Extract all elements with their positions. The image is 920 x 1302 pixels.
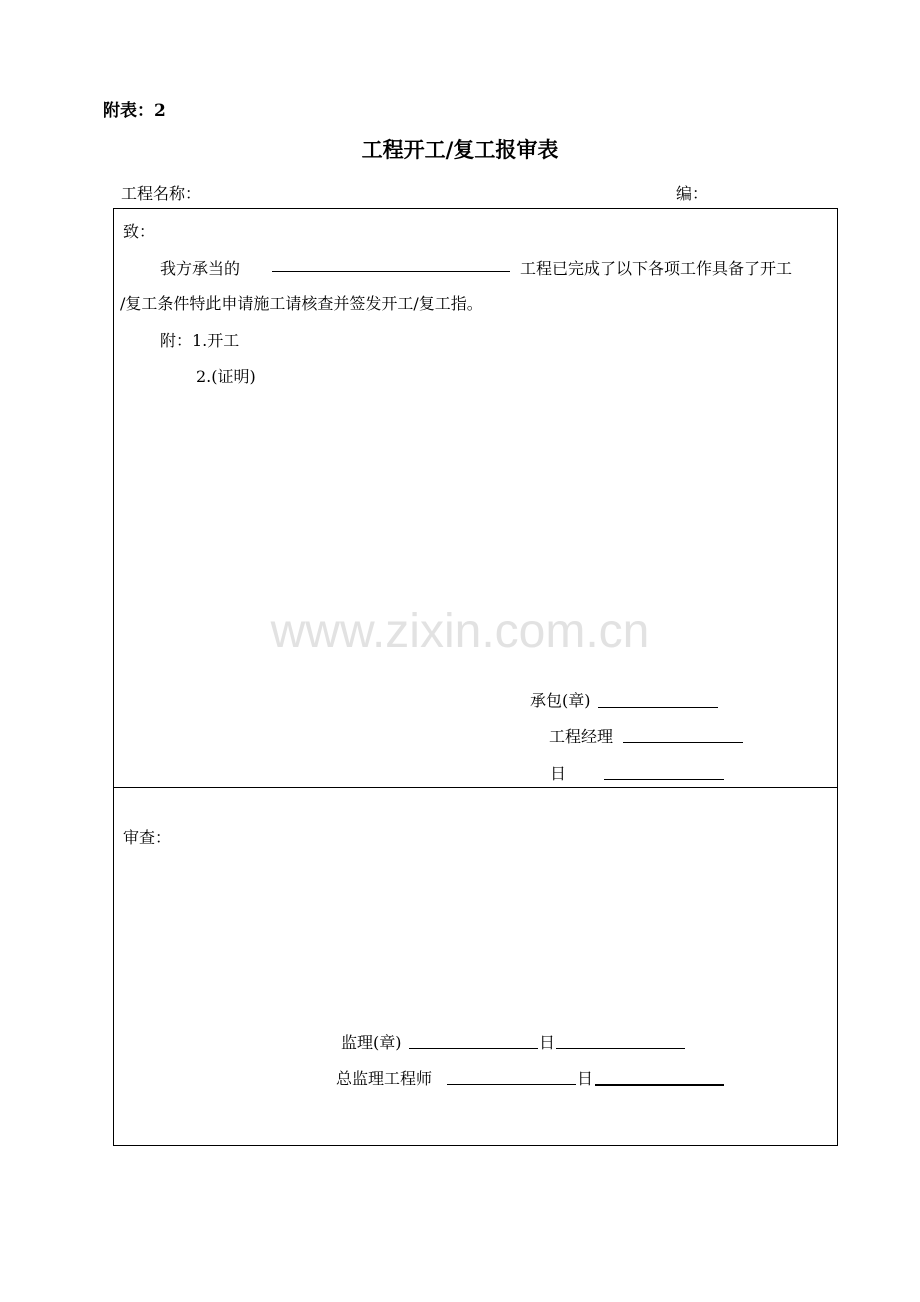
supervisor-date-line[interactable] bbox=[556, 1034, 685, 1049]
page-title: 工程开工/复工报审表 bbox=[361, 137, 559, 162]
project-manager-line[interactable] bbox=[623, 728, 743, 743]
body-prefix: 我方承当的 bbox=[160, 259, 241, 278]
form-table bbox=[113, 208, 838, 1146]
contractor-seal-label: 承包(章) bbox=[530, 691, 591, 710]
date-label: 日 bbox=[550, 764, 567, 783]
body-suffix: 工程已完成了以下各项工作具备了开工 bbox=[520, 259, 793, 278]
project-manager-label: 工程经理 bbox=[549, 727, 614, 746]
appendix-label: 附表：2 bbox=[103, 101, 166, 121]
supervisor-seal-label: 监理(章) bbox=[341, 1033, 402, 1052]
date-line[interactable] bbox=[604, 765, 724, 780]
section-divider bbox=[114, 787, 837, 788]
review-label: 审查： bbox=[123, 828, 172, 847]
attachment-2: 2.(证明) bbox=[196, 367, 256, 386]
project-name-label: 工程名称： bbox=[121, 184, 202, 203]
supervisor-date-label: 日 bbox=[539, 1033, 556, 1052]
chief-date-label: 日 bbox=[577, 1069, 594, 1088]
body-line-2: /复工条件特此申请施工请核查并签发开工/复工指。 bbox=[120, 294, 483, 313]
code-label: 编： bbox=[676, 184, 709, 203]
to-label: 致： bbox=[123, 222, 156, 241]
watermark-text: www.zixin.com.cn bbox=[270, 605, 650, 658]
chief-engineer-line[interactable] bbox=[447, 1070, 576, 1085]
chief-date-line[interactable] bbox=[595, 1070, 724, 1086]
project-blank-line[interactable] bbox=[272, 257, 510, 272]
contractor-seal-line[interactable] bbox=[598, 693, 718, 708]
supervisor-seal-line[interactable] bbox=[409, 1034, 538, 1049]
attachment-1: 附：1.开工 bbox=[160, 331, 240, 350]
chief-engineer-label: 总监理工程师 bbox=[336, 1069, 433, 1088]
